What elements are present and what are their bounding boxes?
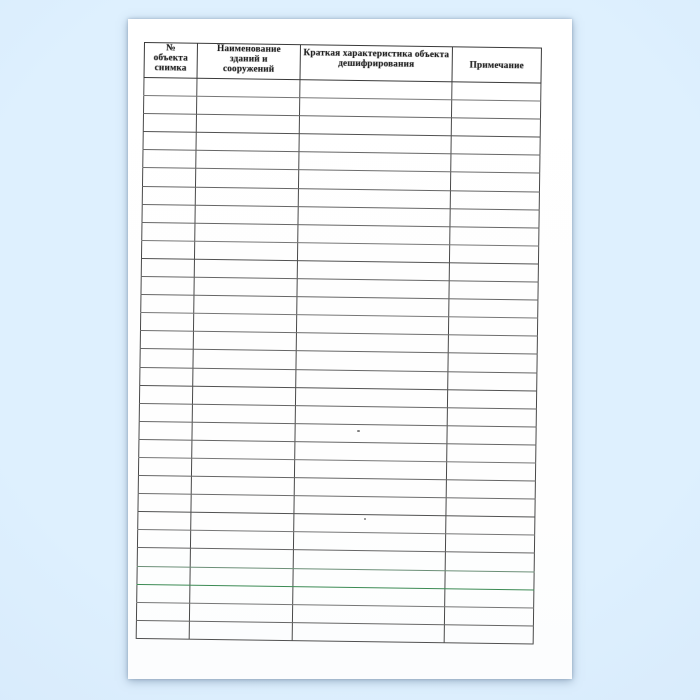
empty-cell [136, 620, 189, 639]
empty-cell [299, 98, 451, 118]
empty-cell [138, 494, 191, 513]
empty-cell [193, 332, 296, 352]
col-header-object-characteristic [300, 45, 452, 82]
empty-cell [448, 353, 537, 372]
empty-cell [140, 331, 193, 350]
empty-cell [449, 281, 538, 300]
empty-cell [143, 96, 196, 115]
empty-cell [450, 190, 539, 209]
empty-cell [297, 243, 449, 263]
empty-cell [450, 227, 539, 246]
scan-speck [364, 518, 366, 520]
empty-cell [296, 333, 448, 353]
empty-cell [446, 498, 535, 517]
empty-cell [445, 552, 534, 571]
empty-cell [295, 387, 447, 407]
empty-cell [445, 588, 534, 607]
empty-cell [191, 476, 294, 496]
empty-cell [299, 152, 451, 172]
empty-cell [292, 622, 444, 642]
decoding-table [136, 42, 542, 644]
empty-cell [294, 514, 446, 534]
empty-cell [144, 78, 197, 97]
empty-cell [136, 602, 189, 621]
empty-cell [196, 96, 299, 116]
empty-cell [141, 240, 194, 259]
col-header-photo-object-number [144, 43, 197, 79]
empty-cell [447, 444, 536, 463]
empty-cell [449, 263, 538, 282]
empty-cell [137, 530, 190, 549]
empty-cell [190, 549, 293, 569]
empty-cell [141, 295, 194, 314]
empty-cell [451, 100, 540, 119]
empty-cell [298, 206, 450, 226]
empty-cell [447, 407, 536, 426]
empty-cell [194, 277, 297, 297]
empty-cell [297, 261, 449, 281]
empty-cell [192, 404, 295, 424]
empty-cell [143, 150, 196, 169]
empty-cell [194, 241, 297, 261]
empty-cell [293, 586, 445, 606]
empty-cell [190, 531, 293, 551]
empty-cell [296, 369, 448, 389]
empty-cell [293, 532, 445, 552]
empty-cell [139, 439, 192, 458]
empty-cell [194, 259, 297, 279]
empty-cell [195, 169, 298, 189]
empty-cell [446, 480, 535, 499]
header-line: дешифрирования [338, 58, 415, 70]
empty-cell [196, 114, 299, 134]
empty-cell [445, 534, 534, 553]
empty-cell [299, 134, 451, 154]
empty-cell [143, 114, 196, 133]
scan-speck [357, 430, 360, 432]
empty-cell [293, 568, 445, 588]
empty-cell [448, 371, 537, 390]
empty-cell [137, 566, 190, 585]
empty-cell [140, 349, 193, 368]
empty-cell [296, 351, 448, 371]
col-header-note [452, 47, 541, 83]
empty-cell [142, 186, 195, 205]
empty-cell [192, 386, 295, 406]
empty-cell [450, 172, 539, 191]
col-header-buildings-name [197, 43, 300, 79]
empty-cell [194, 295, 297, 315]
empty-cell [295, 405, 447, 425]
empty-cell [298, 188, 450, 208]
empty-cell [448, 317, 537, 336]
empty-cell [295, 442, 447, 462]
empty-cell [139, 385, 192, 404]
empty-cell [195, 205, 298, 225]
empty-cell [141, 277, 194, 296]
header-line: Примечание [469, 60, 524, 72]
header-line: сооружений [222, 63, 275, 75]
header-line: зданий и [229, 53, 268, 65]
empty-cell [191, 512, 294, 532]
empty-cell [298, 224, 450, 244]
empty-cell [190, 585, 293, 605]
empty-cell [137, 584, 190, 603]
empty-cell [445, 570, 534, 589]
empty-cell [189, 603, 292, 623]
empty-cell [142, 222, 195, 241]
empty-cell [140, 367, 193, 386]
empty-cell [294, 496, 446, 516]
empty-cell [444, 625, 533, 644]
empty-cell [190, 567, 293, 587]
empty-cell [446, 462, 535, 481]
empty-cell [189, 621, 292, 641]
empty-cell [446, 516, 535, 535]
empty-cell [191, 458, 294, 478]
header-line: Наименование [216, 44, 281, 55]
empty-cell [449, 245, 538, 264]
empty-cell [451, 136, 540, 155]
empty-cell [196, 151, 299, 171]
empty-cell [300, 80, 452, 100]
empty-cell [139, 403, 192, 422]
empty-cell [143, 132, 196, 151]
empty-cell [193, 368, 296, 388]
empty-cell [448, 335, 537, 354]
header-line: снимка [154, 62, 187, 74]
empty-cell [137, 548, 190, 567]
table-skew-wrapper [136, 42, 542, 644]
document-page [128, 19, 572, 679]
empty-cell [140, 313, 193, 332]
empty-cell [297, 297, 449, 317]
header-line: № [166, 43, 176, 54]
empty-cell [452, 82, 541, 101]
empty-cell [447, 389, 536, 408]
empty-cell [298, 170, 450, 190]
empty-cell [299, 116, 451, 136]
empty-cell [196, 133, 299, 153]
empty-cell [444, 606, 533, 625]
empty-cell [197, 78, 300, 98]
table-body [136, 78, 541, 644]
empty-cell [138, 457, 191, 476]
empty-cell [193, 350, 296, 370]
empty-cell [142, 204, 195, 223]
empty-cell [139, 421, 192, 440]
empty-cell [450, 208, 539, 227]
empty-cell [451, 118, 540, 137]
empty-cell [142, 168, 195, 187]
empty-cell [195, 187, 298, 207]
empty-cell [294, 478, 446, 498]
empty-cell [138, 476, 191, 495]
empty-cell [195, 223, 298, 243]
empty-cell [141, 258, 194, 277]
empty-cell [294, 460, 446, 480]
header-line: объекта [153, 52, 189, 64]
empty-cell [296, 315, 448, 335]
empty-cell [295, 423, 447, 443]
table-header-row [144, 43, 541, 84]
empty-cell [193, 313, 296, 333]
empty-cell [451, 154, 540, 173]
empty-cell [449, 299, 538, 318]
empty-cell [297, 279, 449, 299]
empty-cell [192, 422, 295, 442]
header-line: Краткая характеристика объекта [303, 48, 450, 61]
empty-cell [447, 426, 536, 445]
empty-cell [138, 512, 191, 531]
empty-cell [292, 604, 444, 624]
empty-cell [192, 440, 295, 460]
empty-cell [293, 550, 445, 570]
empty-cell [191, 494, 294, 514]
